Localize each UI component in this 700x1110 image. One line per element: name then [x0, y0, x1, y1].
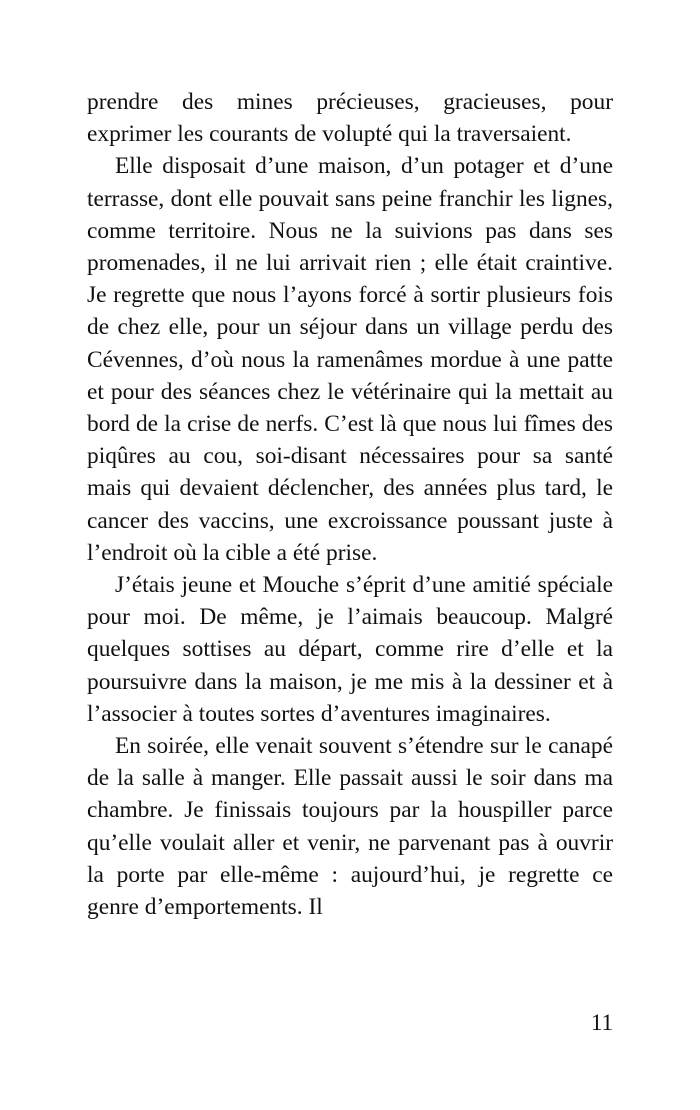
paragraph-evening: En soirée, elle venait souvent s’étendre sur le canapé de la salle à manger. Elle passait aussi le soir dans ma chambre. Je finissais toujours par la houspiller parce qu’elle voulait aller et venir, ne parvenant pas à ouvrir la porte par elle-même : aujourd’hui, je regrette ce genre d’emportements. Il	[87, 733, 613, 921]
paragraph-friendship: J’étais jeune et Mouche s’éprit d’une amitié spéciale pour moi. De même, je l’aimais beaucoup. Malgré quelques sottises au départ, comme rire d’elle et la poursuivre dans la maison, je me mis à la dessiner et à l’associer à toutes sortes d’aventures imaginaires.	[87, 572, 613, 727]
body-text	[87, 86, 613, 923]
page-number: 11	[590, 1010, 613, 1035]
paragraph-house-territory: Elle disposait d’une maison, d’un potager et d’une terrasse, dont elle pouvait sans peine franchir les lignes, comme territoire. Nous ne la suivions pas dans ses promenades, il ne lui arrivait rien ; elle était craintive. Je regrette que nous l’ayons forcé à sortir plusieurs fois de chez elle, pour un séjour dans un village perdu des Cévennes, d’où nous la ramenâmes mordue à une patte et pour des séances chez le vétérinaire qui la mettait au bord de la crise de nerfs. C’est là que nous lui fîmes des piqûres au cou, soi-disant nécessaires pour sa santé mais qui devaient déclencher, des années plus tard, le cancer des vaccins, une excroissance poussant juste à l’endroit où la cible a été prise.	[87, 153, 613, 566]
paragraph-continuation: prendre des mines précieuses, gracieuses, pour exprimer les courants de volupté qui la traversaient.	[87, 89, 613, 148]
